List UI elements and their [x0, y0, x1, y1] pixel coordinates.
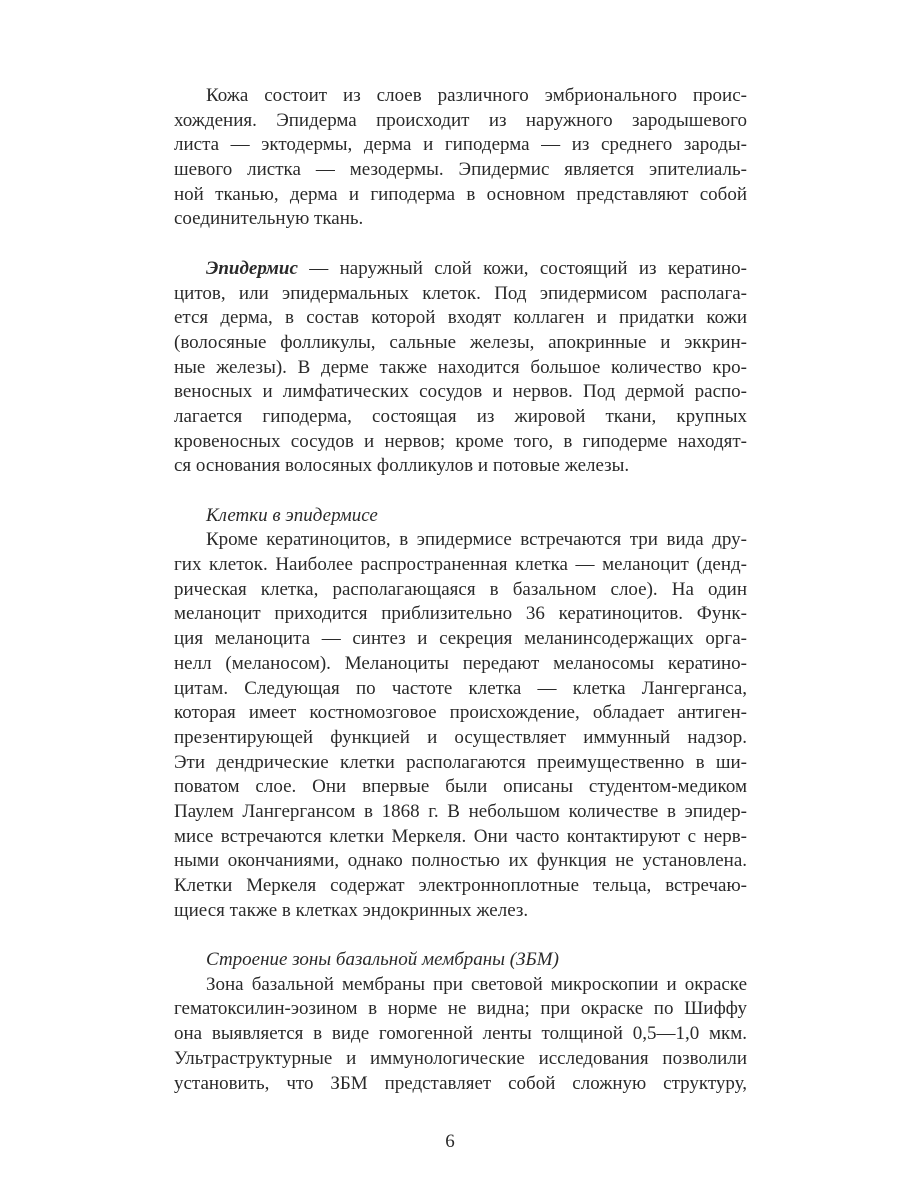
text-line: поватом слое. Они впервые были описаны студентом-медиком: [174, 776, 747, 798]
text-line: презентирующей функцией и осуществляет иммунный надзор.: [174, 726, 747, 748]
section-heading: Клетки в эпидермисе: [206, 504, 378, 526]
text-line-rest: — наружный слой кожи, состоящий из кератино-: [297, 257, 747, 279]
text-line: лагается гиподерма, состоящая из жировой ткани, крупных: [174, 405, 747, 427]
text-line: ной тканью, дерма и гиподерма в основном представляют собой: [174, 183, 747, 205]
section-heading: Строение зоны базальной мембраны (ЗБМ): [206, 949, 559, 971]
text-line: гих клеток. Наиболее распространенная клетка — меланоцит (денд-: [174, 554, 747, 576]
section-basement-membrane: [174, 948, 747, 1096]
text-line: листа — эктодермы, дерма и гиподерма — из среднего зароды-: [174, 134, 747, 156]
text-line: шевого листка — мезодермы. Эпидермис является эпителиаль-: [174, 159, 747, 181]
text-line: ется дерма, в состав которой входят коллаген и придатки кожи: [174, 307, 747, 329]
text-line: ция меланоцита — синтез и секреция меланинсодержащих орга-: [174, 628, 747, 650]
text-line: цитам. Следующая по частоте клетка — клетка Лангерганса,: [174, 677, 747, 699]
page-number: 6: [445, 1131, 455, 1152]
paragraph-gap: [174, 923, 747, 948]
paragraph-skin-origin: [174, 84, 747, 232]
text-line: веносных и лимфатических сосудов и нервов. Под дермой распо-: [174, 381, 747, 403]
text-line: нелл (меланосом). Меланоциты передают меланосомы кератино-: [174, 652, 747, 674]
text-line: которая имеет костномозговое происхождение, обладает антиген-: [174, 702, 747, 724]
text-line: установить, что ЗБМ представляет собой сложную структуру,: [174, 1072, 747, 1094]
text-line: хождения. Эпидерма происходит из наружного зародышевого: [174, 109, 747, 131]
text-line: Кроме кератиноцитов, в эпидермисе встречаются три вида дру-: [206, 529, 747, 551]
text-line: (волосяные фолликулы, сальные железы, апокринные и эккрин-: [174, 331, 747, 353]
text-line: Паулем Лангергансом в 1868 г. В небольшом количестве в эпидер-: [174, 800, 747, 822]
text-line: гематоксилин-эозином в норме не видна; при окраске по Шиффу: [174, 998, 747, 1020]
term-epidermis: Эпидермис: [206, 257, 298, 279]
text-line: соединительную ткань.: [174, 208, 364, 230]
text-line: цитов, или эпидермальных клеток. Под эпидермисом располага-: [174, 282, 747, 304]
paragraph-gap: [174, 479, 747, 504]
text-line: ными окончаниями, однако полностью их функция не установлена.: [174, 850, 747, 872]
text-line: Эти дендрические клетки располагаются преимущественно в ши-: [174, 751, 747, 773]
text-line: Клетки Меркеля содержат электронноплотные тельца, встречаю-: [174, 875, 747, 896]
section-epidermis-cells: [174, 504, 747, 924]
text-line: [174, 257, 747, 282]
text-line: рическая клетка, располагающаяся в базальном слое). На один: [174, 578, 747, 600]
paragraph-gap: [174, 232, 747, 257]
text-line: мисе встречаются клетки Меркеля. Они часто контактируют с нерв-: [174, 825, 747, 847]
text-line: ся основания волосяных фолликулов и потовые железы.: [174, 455, 630, 477]
paragraph-epidermis: [174, 257, 747, 479]
text-line: она выявляется в виде гомогенной ленты толщиной 0,5—1,0 мкм.: [174, 1023, 747, 1045]
text-line: Ультраструктурные и иммунологические исследования позволили: [174, 1047, 747, 1069]
text-line: Кожа состоит из слоев различного эмбрионального проис-: [206, 85, 747, 106]
text-line: ные железы). В дерме также находится большое количество кро-: [174, 356, 747, 378]
page-body: [174, 84, 747, 1096]
text-line: кровеносных сосудов и нервов; кроме того, в гиподерме находят-: [174, 430, 747, 452]
text-line: щиеся также в клетках эндокринных желез.: [174, 899, 529, 921]
text-line: меланоцит приходится приблизительно 36 кератиноцитов. Функ-: [174, 603, 747, 625]
text-line: Зона базальной мембраны при световой микроскопии и окраске: [206, 973, 747, 995]
